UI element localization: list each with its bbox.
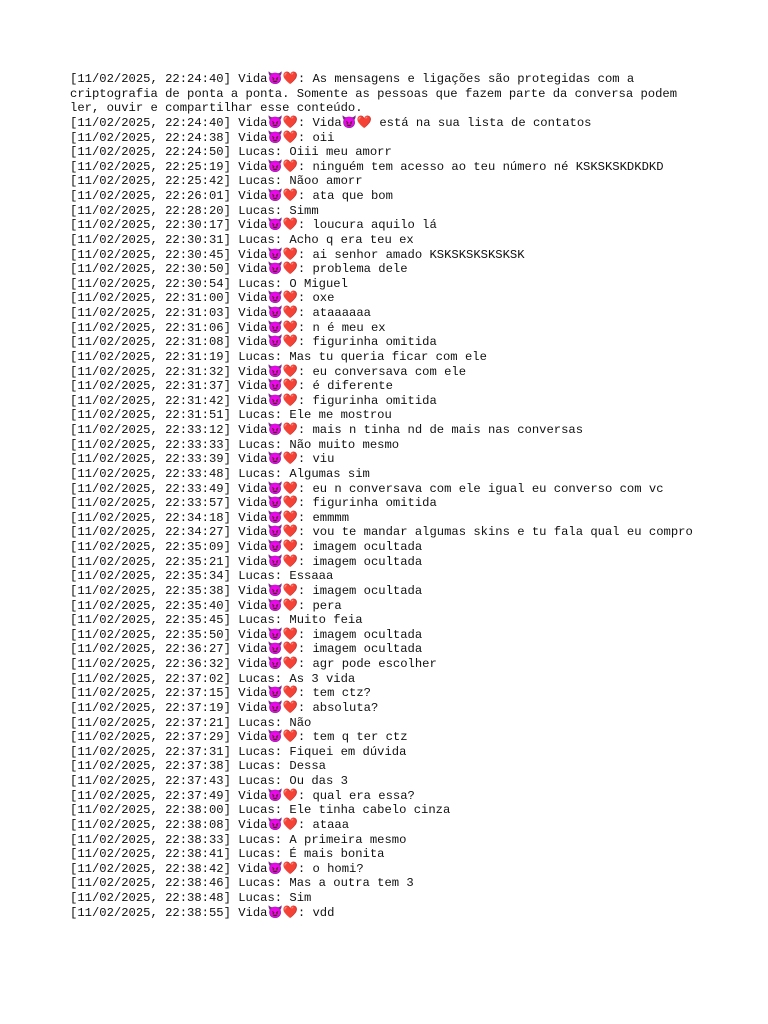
chat-line: [11/02/2025, 22:35:38] Vida😈❤️: imagem ocultada (70, 583, 423, 598)
chat-line: [11/02/2025, 22:33:39] Vida😈❤️: viu (70, 452, 335, 467)
chat-line: [11/02/2025, 22:31:42] Vida😈❤️: figurinha omitida (70, 393, 437, 408)
chat-line: [11/02/2025, 22:33:12] Vida😈❤️: mais n tinha nd de mais nas conversas (70, 423, 584, 437)
chat-line: [11/02/2025, 22:35:21] Vida😈❤️: imagem ocultada (70, 554, 423, 569)
chat-line: [11/02/2025, 22:38:08] Vida😈❤️: ataaa (70, 817, 350, 832)
chat-line: [11/02/2025, 22:37:02] Lucas: As 3 vida (70, 671, 356, 686)
chat-line: [11/02/2025, 22:33:33] Lucas: Não muito mesmo (70, 437, 400, 452)
chat-line: [11/02/2025, 22:38:33] Lucas: A primeira mesmo (70, 832, 407, 847)
chat-line: [11/02/2025, 22:35:50] Vida😈❤️: imagem ocultada (70, 627, 423, 642)
chat-line: [11/02/2025, 22:37:15] Vida😈❤️: tem ctz? (70, 686, 371, 701)
chat-line: [11/02/2025, 22:37:31] Lucas: Fiquei em dúvida (70, 744, 407, 759)
chat-line: [11/02/2025, 22:35:34] Lucas: Essaaa (70, 569, 334, 584)
chat-line: [11/02/2025, 22:36:32] Vida😈❤️: agr pode escolher (70, 657, 437, 671)
chat-line: [11/02/2025, 22:31:06] Vida😈❤️: n é meu ex (70, 320, 386, 335)
chat-line: [11/02/2025, 22:25:42] Lucas: Nãoo amorr (70, 174, 363, 189)
chat-line: [11/02/2025, 22:38:00] Lucas: Ele tinha cabelo cinza (70, 803, 451, 818)
chat-line: [11/02/2025, 22:30:31] Lucas: Acho q era teu ex (70, 232, 414, 247)
chat-line: [11/02/2025, 22:33:49] Vida😈❤️: eu n conversava com ele igual eu converso com vc (70, 481, 664, 496)
chat-line: [11/02/2025, 22:30:50] Vida😈❤️: problema dele (70, 262, 408, 277)
chat-line: [11/02/2025, 22:36:27] Vida😈❤️: imagem ocultada (70, 642, 423, 657)
chat-line: [11/02/2025, 22:31:00] Vida😈❤️: oxe (70, 291, 335, 306)
chat-line: [11/02/2025, 22:24:38] Vida😈❤️: oii (70, 130, 335, 145)
chat-line: [11/02/2025, 22:25:19] Vida😈❤️: ninguém tem acesso ao teu número né KSKSKSKDKDKD (70, 159, 664, 174)
chat-line: [11/02/2025, 22:31:51] Lucas: Ele me mostrou (70, 408, 392, 423)
chat-line: [11/02/2025, 22:37:49] Vida😈❤️: qual era essa? (70, 788, 415, 803)
chat-line: [11/02/2025, 22:38:46] Lucas: Mas a outra tem 3 (70, 876, 414, 891)
chat-line: [11/02/2025, 22:35:09] Vida😈❤️: imagem ocultada (70, 540, 423, 554)
chat-line: [11/02/2025, 22:34:18] Vida😈❤️: emmmm (70, 510, 350, 525)
chat-line: [11/02/2025, 22:38:42] Vida😈❤️: o homi? (70, 861, 364, 876)
chat-line: [11/02/2025, 22:31:08] Vida😈❤️: figurinha omitida (70, 335, 437, 350)
chat-line: [11/02/2025, 22:31:32] Vida😈❤️: eu conversava com ele (70, 364, 467, 379)
chat-line: [11/02/2025, 22:26:01] Vida😈❤️: ata que bom (70, 189, 393, 203)
chat-line: [11/02/2025, 22:24:50] Lucas: Oiii meu amorr (70, 145, 392, 160)
chat-line: [11/02/2025, 22:24:40] Vida😈❤️: As mensagens e ligações são protegidas com a criptografia de ponta a ponta. Somente as pessoas que fazem parte da conversa podem ler, ouvir e compartilhar esse conteúdo. (70, 72, 685, 116)
chat-line: [11/02/2025, 22:38:55] Vida😈❤️: vdd (70, 905, 335, 920)
chat-line: [11/02/2025, 22:37:43] Lucas: Ou das 3 (70, 774, 348, 788)
chat-line: [11/02/2025, 22:30:54] Lucas: O Miguel (70, 276, 348, 291)
chat-line: [11/02/2025, 22:31:03] Vida😈❤️: ataaaaaa (70, 306, 371, 320)
chat-line: [11/02/2025, 22:34:27] Vida😈❤️: vou te mandar algumas skins e tu fala qual eu compro (70, 525, 693, 540)
chat-line: [11/02/2025, 22:35:40] Vida😈❤️: pera (70, 598, 342, 613)
chat-line: [11/02/2025, 22:24:40] Vida😈❤️: Vida😈❤️ está na sua lista de contatos (70, 115, 592, 130)
chat-line: [11/02/2025, 22:30:45] Vida😈❤️: ai senhor amado KSKSKSKSKSKSK (70, 247, 525, 262)
chat-line: [11/02/2025, 22:33:57] Vida😈❤️: figurinha omitida (70, 496, 437, 511)
chat-line: [11/02/2025, 22:31:37] Vida😈❤️: é diferente (70, 379, 393, 394)
chat-line: [11/02/2025, 22:38:41] Lucas: É mais bonita (70, 847, 385, 862)
chat-line: [11/02/2025, 22:37:38] Lucas: Dessa (70, 759, 326, 774)
chat-line: [11/02/2025, 22:35:45] Lucas: Muito feia (70, 613, 363, 628)
chat-line: [11/02/2025, 22:28:20] Lucas: Simm (70, 203, 319, 218)
chat-line: [11/02/2025, 22:33:48] Lucas: Algumas sim (70, 466, 370, 481)
chat-line: [11/02/2025, 22:37:21] Lucas: Não (70, 715, 312, 730)
chat-log-document (70, 72, 710, 920)
chat-line: [11/02/2025, 22:37:19] Vida😈❤️: absoluta? (70, 700, 379, 715)
chat-line: [11/02/2025, 22:30:17] Vida😈❤️: loucura aquilo lá (70, 218, 437, 233)
chat-line: [11/02/2025, 22:38:48] Lucas: Sim (70, 891, 312, 905)
chat-line: [11/02/2025, 22:31:19] Lucas: Mas tu queria ficar com ele (70, 349, 487, 364)
chat-line: [11/02/2025, 22:37:29] Vida😈❤️: tem q ter ctz (70, 730, 408, 745)
